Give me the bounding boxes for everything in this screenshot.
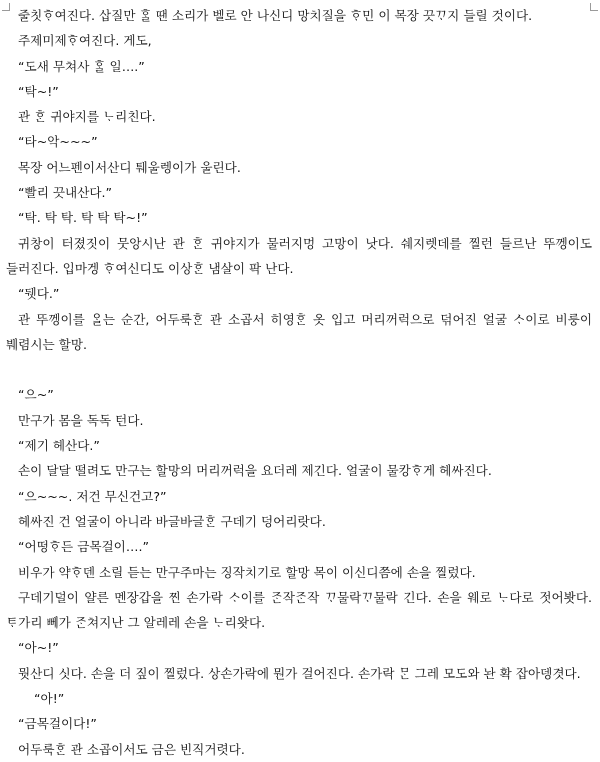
paragraph: 비우가 약ᄒᆞ덴 소릴 듣는 만구주마는 징작치기로 할망 목이 이신디쯤에 손을 찔렀다. <box>18 564 476 580</box>
paragraph: “탁. 탁 탁. 탁 탁 탁~!” <box>18 210 148 226</box>
paragraph: “아~!” <box>18 640 59 656</box>
paragraph: 관 뚜껭이를 ᄋᆞᆯ는 순간, 어두룩ᄒᆞᆫ 관 소곱서 히영ᄒᆞᆫ 옷 입고 머리꺼럭으로 덖어진 얼굴 ᄉᆞ이로 비룽이 붸렴시는 할망. <box>6 311 592 352</box>
paragraph: 어두룩ᄒᆞᆫ 관 소곱이서도 금은 빈직거렷다. <box>18 741 245 757</box>
paragraph: 줄칫ᄒᆞ여진다. 삽질만 ᄒᆞᆯ 땐 소리가 벨로 안 나신디 망치질을 ᄒᆞ민 이 목장 끗ᄁᆞ지 들릴 것이다. <box>18 8 533 23</box>
paragraph: “타~악~~~” <box>18 134 98 150</box>
paragraph: “금목걸이다!” <box>18 716 97 732</box>
paragraph: “탁~!” <box>18 83 59 99</box>
paragraph: 귀창이 터졌짓이 뭇앙시난 관 ᄒᆞᆫ 귀야지가 물러지멍 고망이 낫다. 쉐지렛데를 찔런 들르난 뚜껭이도 들러진다. 입마겡 ᄒᆞ여신디도 이상ᄒᆞᆫ 냄살이 팍 난다. <box>6 235 592 276</box>
paragraph: “어떵ᄒᆞ든 금목걸이….” <box>18 539 149 555</box>
paragraph: 만구가 몸을 독독 턴다. <box>18 412 144 428</box>
paragraph: “으~” <box>18 387 54 403</box>
paragraph: “도새 무쳐사 ᄒᆞᆯ 일….” <box>18 58 145 74</box>
paragraph: “으~~~. 저건 무신건고?” <box>18 488 167 504</box>
paragraph: “아!” <box>34 691 65 707</box>
paragraph: “제기 헤산다.” <box>18 438 100 454</box>
paragraph: 구데기덜이 얄른 멘장갑을 찐 손가락 ᄉᆞ이를 ᄌᆞᆫ작ᄌᆞᆫ작 ᄁᆞ물락ᄁᆞ물락 긴다. 손을 웨로 ᄂᆞ다로 젓어봣다. ᄐᆞ가리 뻬가 ᄌᆞᆫ쳐지난 그 알레레 손을 ᄂᆞ리왓다. <box>6 589 592 631</box>
blank-line <box>6 357 592 382</box>
document-page <box>6 3 592 762</box>
paragraph: “뒛다.” <box>18 286 60 302</box>
paragraph: 헤싸진 건 얼굴이 아니라 바글바글ᄒᆞᆫ 구데기 덩어리랏다. <box>18 513 326 529</box>
paragraph: 주제미제ᄒᆞ여진다. 게도, <box>18 33 152 49</box>
paragraph: “빨리 끗내산다.” <box>18 185 113 201</box>
paragraph: 뭣산디 싯다. 손을 더 짚이 찔렀다. 상손가락에 뭔가 걸어진다. 손가락 ᄆᆞᆫ 그레 모도와 놘 확 잡아뎅겻다. <box>18 665 581 681</box>
paragraph: 목장 어느펜이서산디 퉤울렝이가 울린다. <box>18 159 241 175</box>
paragraph: 손이 달달 떨려도 만구는 할망의 머리꺼럭을 요더레 제긴다. 얼굴이 물캉ᄒᆞ게 헤싸진다. <box>18 463 492 479</box>
paragraph: 관 ᄒᆞᆫ 귀야지를 ᄂᆞ리친다. <box>18 109 156 125</box>
